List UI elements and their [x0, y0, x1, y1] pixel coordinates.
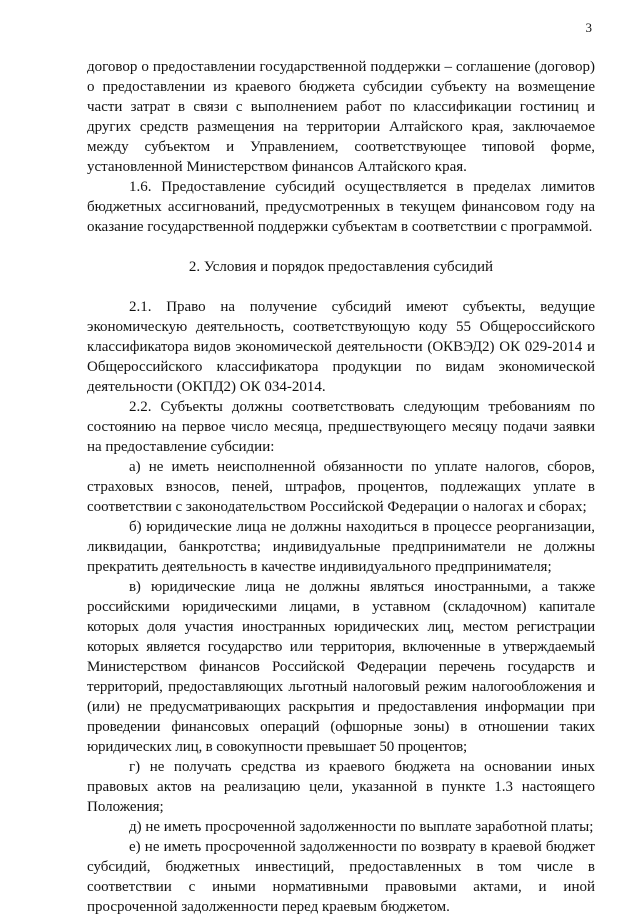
requirement-a: а) не иметь неисполненной обязанности по уплате налогов, сборов, страховых взносов, пеней, штрафов, процентов, подлежащих уплате в соответствии с законодательством Российской Федерации о налогах и сборах;: [87, 459, 595, 515]
requirement-d: д) не иметь просроченной задолженности по выплате заработной платы;: [129, 819, 594, 835]
clause-2-1: 2.1. Право на получение субсидий имеют субъекты, ведущие экономическую деятельность, соответствующую коду 55 Общероссийского классификатора видов экономической деятельности (ОКВЭД2) ОК 029-2014 и Общероссийского классификатора продукции по видам экономической деятельности (ОКПД2) ОК 034-2014.: [87, 299, 595, 395]
clause-1-6: 1.6. Предоставление субсидий осуществляется в пределах лимитов бюджетных ассигнований, предусмотренных в текущем финансовом году на оказание государственной поддержки субъектам в соответствии с программой.: [87, 179, 595, 235]
requirement-b: б) юридические лица не должны находиться в процессе реорганизации, ликвидации, банкротства; индивидуальные предприниматели не должны прекратить деятельность в качестве индивидуального предпринимателя;: [87, 519, 595, 575]
intro-paragraph-continuation: договор о предоставлении государственной поддержки – соглашение (договор) о предоставлении из краевого бюджета субсидии субъекту на возмещение части затрат в связи с выполнением работ по классификации гостиниц и других средств размещения на территории Алтайского края, заключаемое между субъектом и Управлением, соответствующее типовой форме, установленной Министерством финансов Алтайского края.: [87, 59, 595, 175]
document-body: [87, 57, 595, 917]
requirement-v: в) юридические лица не должны являться иностранными, а также российскими юридическими лицами, в уставном (складочном) капитале которых доля участия иностранных юридических лиц, местом регистрации которых является государство или территория, включенные в утверждаемый Министерством финансов Российской Федерации перечень государств и территорий, предоставляющих льготный налоговый режим налогообложения и (или) не предусматривающих раскрытия и предоставления информации при проведении финансовых операций (офшорные зоны) в отношении таких юридических лиц, в совокупности превышает 50 процентов;: [87, 579, 595, 755]
clause-2-2: 2.2. Субъекты должны соответствовать следующим требованиям по состоянию на первое число месяца, предшествующего месяцу подачи заявки на предоставление субсидии:: [87, 399, 595, 455]
page-number: 3: [585, 20, 592, 35]
requirement-e: е) не иметь просроченной задолженности по возврату в краевой бюджет субсидий, бюджетных инвестиций, предоставленных в том числе в соответствии с иными нормативными правовыми актами, и иной просроченной задолженности перед краевым бюджетом.: [87, 839, 595, 915]
requirement-g: г) не получать средства из краевого бюджета на основании иных правовых актов на реализацию цели, указанной в пункте 1.3 настоящего Положения;: [87, 759, 595, 815]
section-2-heading: 2. Условия и порядок предоставления субсидий: [188, 259, 494, 275]
